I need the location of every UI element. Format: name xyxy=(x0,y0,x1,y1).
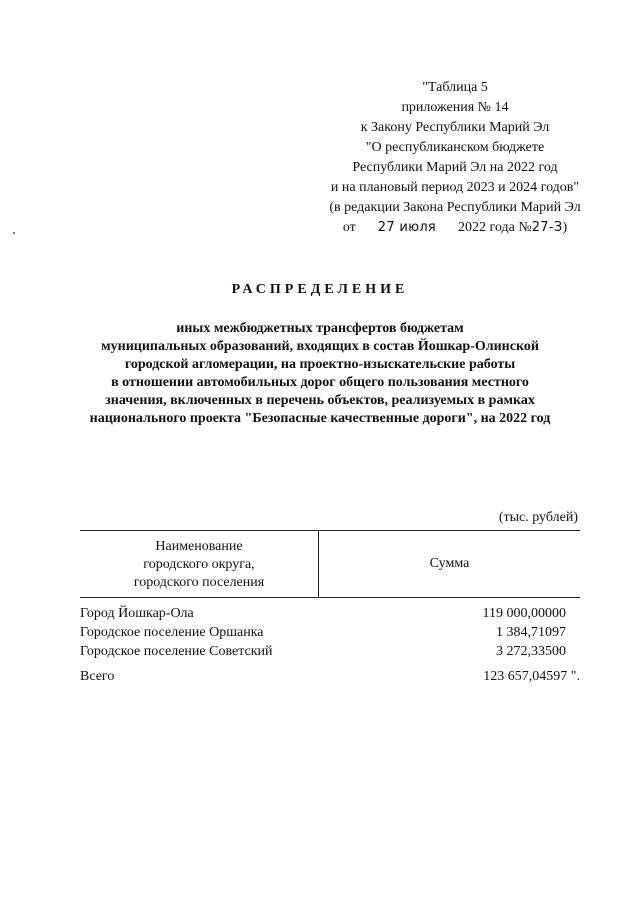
scan-speck xyxy=(13,232,15,234)
year-text: 2022 года № xyxy=(458,220,532,235)
units-label: (тыс. рублей) xyxy=(498,510,578,525)
header-dated-line xyxy=(290,218,620,238)
column-header-name xyxy=(80,538,318,592)
row-value: 3 272,33500 xyxy=(496,644,566,659)
table-row xyxy=(80,625,580,644)
subtitle-line: национального проекта "Безопасные качественные дороги", на 2022 год xyxy=(89,411,551,426)
column-header-line: городского округа, xyxy=(143,557,255,572)
column-header-line: городского поселения xyxy=(133,575,265,590)
table-body xyxy=(80,606,580,663)
column-header-line: Наименование xyxy=(155,539,243,554)
subtitle-line: городской агломерации, на проектно-изыскательские работы xyxy=(124,357,516,372)
total-value: 123 657,04597 ". xyxy=(483,669,580,684)
subtitle-line: значения, включенных в перечень объектов, реализуемых в рамках xyxy=(105,393,535,408)
subtitle-line: муниципальных образований, входящих в состав Йошкар-Олинской xyxy=(101,339,539,354)
document-subtitle xyxy=(60,320,580,428)
closing-paren: ) xyxy=(562,220,568,235)
total-row xyxy=(80,669,580,688)
row-value: 119 000,00000 xyxy=(482,606,566,621)
table-header xyxy=(80,530,580,598)
handwritten-date: 27 июля xyxy=(377,220,437,235)
header-line: (в редакции Закона Республики Марий Эл xyxy=(329,200,581,215)
column-header-sum: Сумма xyxy=(429,556,470,571)
row-name: Городское поселение Оршанка xyxy=(80,625,264,640)
date-prefix: от xyxy=(342,220,356,235)
subtitle-line: в отношении автомобильных дорог общего пользования местного xyxy=(111,375,529,390)
header-line: Республики Марий Эл на 2022 год xyxy=(352,160,558,175)
total-label: Всего xyxy=(80,669,115,684)
header-line: приложения № 14 xyxy=(401,100,509,115)
header-line: "О республиканском бюджете xyxy=(365,140,545,155)
document-title: РАСПРЕДЕЛЕНИЕ xyxy=(231,282,409,297)
header-block xyxy=(290,78,620,238)
row-name: Городское поселение Советский xyxy=(80,644,273,659)
handwritten-number: 27-З xyxy=(531,220,563,235)
header-line: "Таблица 5 xyxy=(422,80,488,95)
subtitle-line: иных межбюджетных трансфертов бюджетам xyxy=(176,321,464,336)
header-line: и на плановый период 2023 и 2024 годов" xyxy=(330,180,580,195)
table-row xyxy=(80,606,580,625)
row-value: 1 384,71097 xyxy=(496,625,566,640)
row-name: Город Йошкар-Ола xyxy=(80,606,194,621)
header-line: к Закону Республики Марий Эл xyxy=(360,120,550,135)
table-row xyxy=(80,644,580,663)
